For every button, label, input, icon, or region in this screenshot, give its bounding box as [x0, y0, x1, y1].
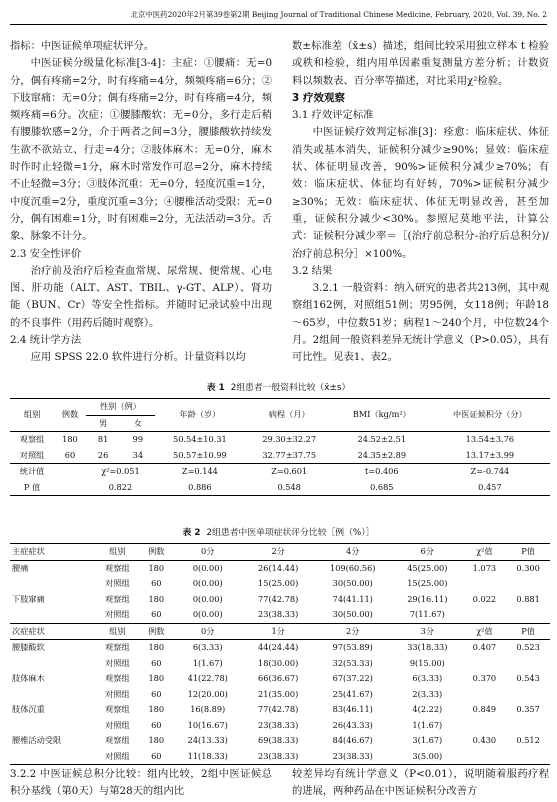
col-header: χ²值: [476, 546, 493, 556]
table-cell: [10, 687, 95, 703]
col-header: 中医证候积分（分）: [453, 409, 527, 420]
table-cell: 观察组: [19, 434, 45, 444]
table-cell: 0(0.00): [192, 578, 223, 588]
table-cell: 0(0.00): [192, 593, 223, 604]
table-cell: 34: [132, 449, 144, 460]
table-cell: [10, 749, 95, 765]
table-row: [10, 592, 550, 608]
col-header: 1分: [271, 625, 285, 636]
col-header: 次症症状: [12, 625, 45, 636]
table-cell: 29.30±32.27: [262, 434, 317, 444]
table-cell: 60: [151, 578, 162, 588]
table-cell: 109(60.56): [330, 562, 376, 573]
table-cell: 3(5.00): [412, 750, 443, 761]
table2-main-head: [10, 544, 550, 561]
table-number: 表 2: [182, 528, 201, 538]
paragraph: 应用 SPSS 22.0 软件进行分析。计量资料以均: [30, 351, 246, 364]
table-cell: 对照组: [105, 578, 130, 588]
table1: [10, 398, 550, 496]
table-cell: 观察组: [105, 642, 130, 652]
paragraph: 治疗前及治疗后检查血常规、尿常规、便常规、心电图、肝功能（ALT、AST、TBIL、γ-GT、ALP）、肾功能（BUN、Cr）等安全性指标。并随时记录试验中出现的不良事件（用药后随时观察）。: [10, 264, 272, 329]
table-cell: 99: [132, 434, 144, 444]
paragraph: 3.2.1 一般资料：纳入研究的患者共213例，其中观察组162例，对照组51例；男95例，女118例；年龄18～65岁，中位数51岁；病程1～240个月，中位数24个月。2组间一般资料差异无统计学意义（P>0.05），具有可比性。见表1、表2。: [292, 282, 549, 364]
table-row: [10, 448, 550, 464]
paragraph: 较差异均有统计学意义（P<0.01），说明随着服药疗程的进展，两种药品在中医证候积分改善方: [292, 768, 549, 798]
table-cell: 50.54±10.31: [173, 434, 227, 444]
table-cell: [10, 656, 95, 672]
table2-caption: [0, 525, 557, 538]
table-cell: 77(42.78): [258, 593, 299, 604]
col-header: 年龄（岁）: [179, 409, 221, 420]
table-cell: 180: [148, 673, 165, 683]
table-cell: [506, 687, 550, 703]
section-heading: 3.1 疗效评定标准: [292, 109, 374, 122]
col-header: P值: [521, 625, 535, 636]
table-cell: [506, 576, 550, 592]
table-cell: 0.357: [516, 704, 540, 714]
table-cell: 32(53.33): [332, 657, 373, 668]
table-cell: 60: [151, 719, 162, 730]
table-cell: 13.54±3.76: [465, 434, 515, 444]
table-cell: 24.35±2.89: [357, 449, 407, 460]
paragraph: 3.2.2 中医证候总积分比较：组内比较，2组中医证候总积分基线（第0天）与第28天的组内比: [10, 768, 272, 798]
table-cell: 观察组: [105, 562, 130, 573]
table-cell: 25(41.67): [332, 688, 373, 699]
stat-label: 统计值: [19, 466, 45, 476]
table-cell: 66(36.67): [258, 673, 299, 683]
section-heading: 3 疗效观察: [292, 91, 345, 104]
p-value: 0.685: [370, 481, 394, 492]
table-cell: 0(0.00): [192, 562, 223, 573]
table-cell: [10, 718, 95, 734]
running-header: 北京中医药2020年2月第39卷第2期 Beijing Journal of Traditional Chinese Medicine, February, 2020, Vol. 39, No. 2: [10, 6, 547, 25]
col-header: 0分: [201, 625, 215, 636]
table-cell: 0.523: [516, 642, 540, 652]
table-cell: 观察组: [105, 704, 130, 714]
table-cell: 26: [97, 449, 109, 460]
table-cell: 0.300: [516, 562, 540, 573]
table-caption-text: 2组患者中医单项症状评分比较［例（%）］: [206, 528, 375, 538]
table-row: [10, 749, 550, 765]
table-cell: 1(1.67): [412, 719, 443, 730]
col-header: 女: [133, 417, 142, 428]
col-header: χ²值: [476, 625, 493, 636]
col-header: 组别: [109, 625, 126, 636]
table-cell: 26(43.33): [332, 719, 373, 730]
paragraph: 中医证候分级量化标准[3-4]：主症：①腰痛：无=0分，偶有疼痛=2分，时有疼痛=4分，频频疼痛=6分；②下肢窜痛：无=0分；偶有疼痛=2分，时有疼痛=4分，频频疼痛=6分。次症：①腰膝酸软：无=0分，多行走后稍有腰膝软感=2分，介于两者之间=3分，腰膝酸软持续发生欲不欲站立、行走=4分；②肢体麻木：无=0分，麻木时作时止轻微=1分，麻木时常发作可忍=2分，麻木持续不止轻微=3分；③肢体沉重：无=0分，轻度沉重=1分，中度沉重=2分，重度沉重=3分；④腰椎活动受限：无=0分，偶有困难=1分，时有困难=2分，无法活动=3分。舌象、脉象不计分。: [10, 57, 272, 243]
table-cell: 肢体沉重: [12, 704, 45, 714]
table-cell: 16(8.89): [190, 704, 226, 714]
table-cell: 18(30.00): [258, 657, 299, 668]
table-row: [10, 576, 550, 592]
col-header: 主症症状: [12, 546, 45, 556]
table-cell: 0.881: [516, 593, 540, 604]
section-heading: 2.4 统计学方法: [10, 334, 82, 347]
table-header-row: [10, 623, 550, 640]
table-cell: 6(3.33): [412, 673, 443, 683]
table-row: [10, 432, 550, 448]
table-cell: 对照组: [105, 657, 130, 668]
table-caption-text: 2组患者一般资料比较（x̄±s）: [230, 383, 351, 393]
table2-sub-head: [10, 623, 550, 640]
section-heading: 3.2 结果: [292, 264, 333, 277]
col-header: 组别: [23, 409, 41, 420]
table-cell: 180: [148, 642, 165, 652]
stat-value: Z=0.601: [271, 466, 308, 476]
table-number: 表 1: [206, 383, 225, 393]
table-cell: 0.430: [472, 735, 497, 745]
table-row: [10, 702, 550, 718]
col-header: 4分: [346, 546, 360, 556]
table-row: [10, 656, 550, 672]
table-cell: 4(2.22): [412, 704, 443, 714]
table-cell: [463, 656, 507, 672]
table-cell: [10, 576, 95, 592]
table-cell: 26(14.44): [258, 562, 299, 573]
col-header: 例数: [148, 625, 165, 636]
table-cell: 0.370: [472, 673, 497, 683]
paragraph: 数±标准差（x̄±s）描述，组间比较采用独立样本 t 检验或秩和检验，组内用单因素重复测量方差分析；计数资料以频数表、百分率等描述，对比采用χ²检验。: [292, 40, 549, 87]
table-cell: 180: [62, 434, 78, 444]
table-cell: 3(1.67): [412, 735, 443, 745]
table-cell: 83(46.11): [332, 704, 373, 714]
stat-value: Z=0.144: [181, 466, 218, 476]
stat-value: χ²=0.051: [101, 466, 140, 476]
table-cell: 180: [148, 735, 165, 745]
col-header: 2分: [346, 625, 360, 636]
table-cell: [506, 656, 550, 672]
table-cell: 50.57±10.99: [173, 449, 227, 460]
col-header: 男: [98, 417, 108, 428]
table-cell: 0.543: [516, 673, 540, 683]
table-cell: [463, 718, 507, 734]
col-header: 0分: [201, 546, 215, 556]
table-cell: [506, 607, 550, 623]
table-cell: [463, 687, 507, 703]
table-row: [10, 687, 550, 703]
p-value: 0.822: [108, 481, 133, 492]
table-cell: 41(22.78): [187, 673, 228, 683]
col-header: 病程（月）: [268, 409, 310, 420]
table-cell: 74(41.11): [332, 593, 373, 604]
table-cell: 6(3.33): [192, 642, 223, 652]
table-cell: 腰痛: [12, 562, 29, 573]
table-cell: 15(25.00): [258, 578, 299, 588]
col-header: BMI（kg/m²）: [352, 409, 411, 420]
table-cell: 30(50.00): [332, 578, 373, 588]
table-cell: 84(46.67): [332, 735, 373, 745]
table-cell: 1(1.67): [192, 657, 223, 668]
table-cell: 观察组: [105, 673, 130, 683]
table-cell: [10, 607, 95, 623]
table2-main-body: [10, 560, 550, 623]
table-cell: 对照组: [19, 449, 45, 460]
table-cell: 23(38.33): [332, 750, 373, 761]
table-cell: 81: [97, 434, 109, 444]
stat-value: Z=-0.744: [470, 466, 510, 476]
table-cell: 67(37.22): [332, 673, 373, 683]
table-cell: [463, 749, 507, 765]
table-cell: 0.512: [516, 735, 540, 745]
table-cell: 69(38.33): [258, 735, 299, 745]
table2-sub-body: [10, 640, 550, 765]
table-cell: 2(3.33): [412, 688, 443, 699]
table-cell: 观察组: [105, 593, 130, 604]
table-cell: 12(20.00): [187, 688, 228, 699]
table-cell: 10(16.67): [187, 719, 228, 730]
table-cell: 对照组: [105, 609, 130, 619]
paragraph: 中医证候疗效判定标准[3]：痊愈：临床症状、体征消失或基本消失，证候积分减少≥90%；显效：临床症状、体征明显改善，90%>证候积分减少≥70%；有效：临床症状、体征均有好转，70%>证候积分减少≥30%；无效：临床症状、体征无明显改善，甚至加重，证候积分减少<30%。参照尼莫地平法，计算公式：证候积分减少率＝［(治疗前总积分-治疗后总积分)/治疗前总积分］×100%。: [292, 126, 549, 260]
table-cell: 30(50.00): [332, 609, 373, 619]
table-cell: 观察组: [105, 735, 130, 745]
col-header: 例数: [148, 546, 165, 556]
table-row: [10, 607, 550, 623]
table-cell: 24.52±2.51: [357, 434, 407, 444]
table-cell: 77(42.78): [258, 704, 299, 714]
table-cell: 44(24.44): [258, 642, 299, 652]
table-cell: 60: [151, 688, 162, 699]
table-cell: 60: [64, 449, 76, 460]
table-row: [10, 640, 550, 656]
table-cell: 腰椎活动受限: [12, 735, 62, 745]
col-header: 3分: [420, 625, 435, 636]
table-cell: 对照组: [105, 750, 130, 761]
table-cell: 180: [148, 704, 165, 714]
paragraph: 指标：中医证候单项症状评分。: [10, 40, 155, 52]
col-header: P值: [521, 546, 535, 556]
section-heading: 2.3 安全性评价: [10, 247, 82, 260]
table-cell: 0(0.00): [192, 609, 223, 619]
table1-body: [10, 432, 550, 464]
table-cell: 下肢窜痛: [12, 593, 45, 604]
table-cell: 23(38.33): [258, 719, 299, 730]
col-header: 2分: [271, 546, 285, 556]
table-cell: 21(35.00): [258, 688, 299, 699]
table-row: [10, 718, 550, 734]
table-cell: [463, 576, 507, 592]
table-cell: 15(25.00): [407, 578, 448, 588]
col-header: 例数: [61, 409, 79, 420]
table-cell: 33(18.33): [407, 642, 448, 652]
table-cell: 32.77±37.75: [262, 449, 317, 460]
table-cell: 60: [151, 750, 162, 761]
table-cell: 对照组: [105, 688, 130, 699]
table-cell: 13.17±3.99: [465, 449, 515, 460]
col-header: 性别（例）: [86, 399, 156, 416]
table-cell: 9(15.00): [409, 657, 445, 668]
col-header: 组别: [109, 546, 126, 556]
table-cell: [506, 749, 550, 765]
table2: [10, 543, 550, 765]
left-column: [10, 38, 272, 367]
col-header: 6分: [420, 546, 435, 556]
table-cell: 29(16.11): [407, 593, 448, 604]
p-value: 0.548: [277, 481, 301, 492]
table-cell: 24(13.33): [187, 735, 228, 745]
table-cell: 60: [151, 657, 162, 668]
table-cell: 11(18.33): [187, 750, 228, 761]
stat-value: t=0.406: [365, 466, 399, 476]
table-cell: 0.407: [472, 642, 497, 652]
table-cell: 7(11.67): [409, 609, 445, 619]
table-row: [10, 671, 550, 687]
p-value: 0.457: [478, 481, 502, 492]
table-cell: 180: [148, 593, 165, 604]
right-column: [292, 38, 549, 367]
table1-caption: [0, 380, 557, 393]
table-cell: 45(25.00): [407, 562, 448, 573]
table-cell: 1.073: [472, 562, 497, 573]
table-cell: 对照组: [105, 719, 130, 730]
p-value: 0.886: [188, 481, 212, 492]
table-cell: 肢体麻木: [12, 673, 45, 683]
table-cell: 腰膝酸软: [12, 642, 45, 652]
table-cell: 180: [148, 562, 165, 573]
table-header-row: [10, 544, 550, 561]
table-cell: 0.849: [472, 704, 497, 714]
table-cell: 60: [151, 609, 162, 619]
p-label: P 值: [23, 481, 41, 492]
table-cell: 0.022: [472, 593, 497, 604]
table-cell: 97(53.89): [332, 642, 373, 652]
table-row: [10, 560, 550, 576]
table-cell: [463, 607, 507, 623]
table-cell: 23(38.33): [258, 609, 299, 619]
table-cell: [506, 718, 550, 734]
table-row: [10, 733, 550, 749]
table-cell: 23(38.33): [258, 750, 299, 761]
